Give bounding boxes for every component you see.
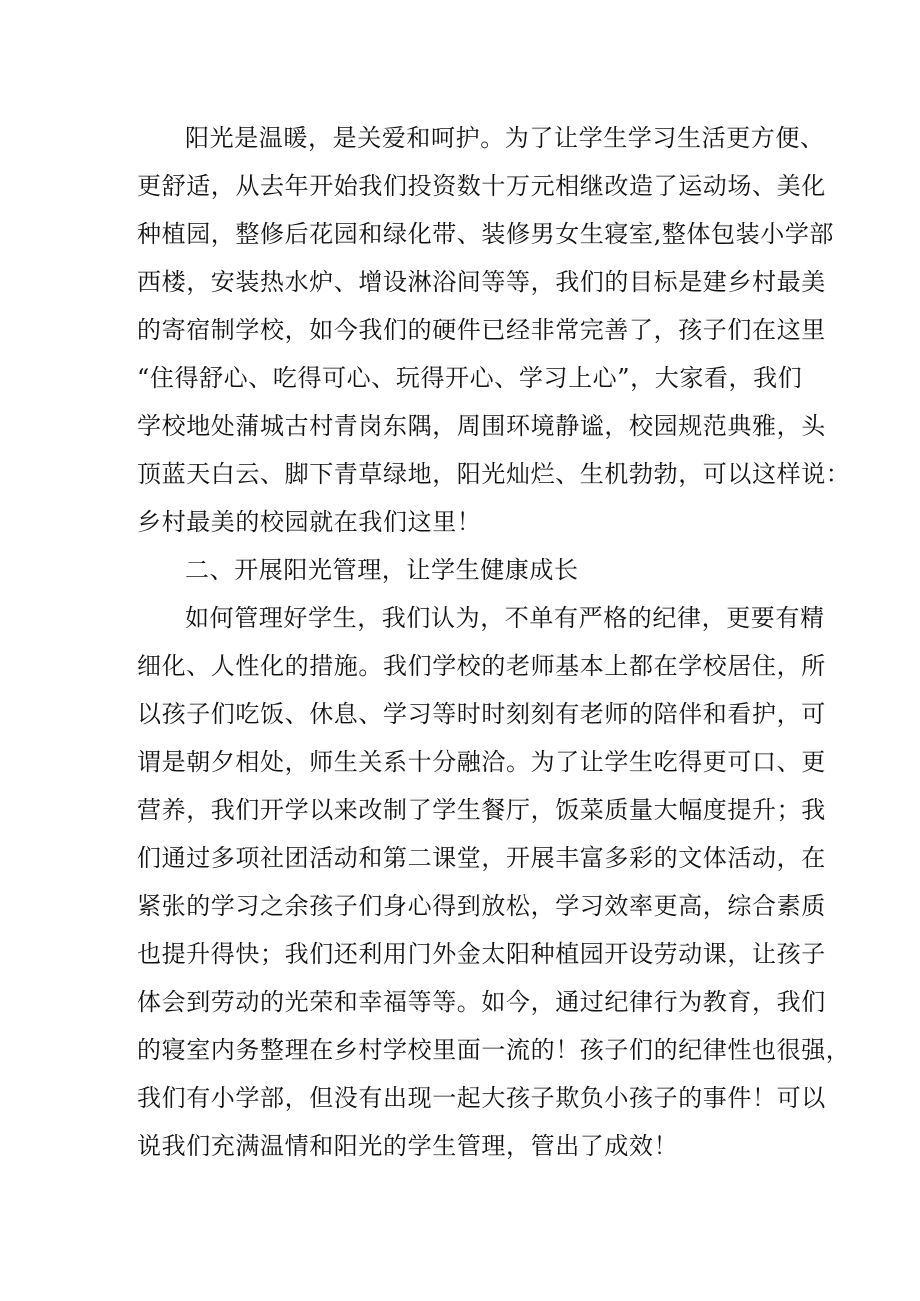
paragraph-2-line: 紧张的学习之余孩子们身心得到放松，学习效率更高，综合素质: [137, 892, 826, 920]
section-heading: 二、开展阳光管理，让学生健康成长: [185, 556, 579, 584]
paragraph-1-line: 乡村最美的校园就在我们这里！: [137, 508, 482, 536]
paragraph-2-line: 谓是朝夕相处，师生关系十分融洽。为了让学生吃得更可口、更: [137, 748, 826, 776]
paragraph-2-line: 也提升得快；我们还利用门外金太阳种植园开设劳动课，让孩子: [137, 940, 826, 968]
paragraph-2-line: 我们有小学部，但没有出现一起大孩子欺负小孩子的事件！可以: [137, 1084, 826, 1112]
paragraph-2-line: 们通过多项社团活动和第二课堂，开展丰富多彩的文体活动，在: [137, 844, 826, 872]
paragraph-1-line: 更舒适，从去年开始我们投资数十万元相继改造了运动场、美化: [137, 172, 826, 200]
paragraph-2-line: 说我们充满温情和阳光的学生管理，管出了成效！: [137, 1132, 679, 1160]
paragraph-2-line: 如何管理好学生，我们认为，不单有严格的纪律，更要有精: [185, 604, 825, 632]
paragraph-1-line: 阳光是温暖，是关爱和呵护。为了让学生学习生活更方便、: [185, 124, 825, 152]
paragraph-1: [137, 114, 851, 546]
paragraph-2-line: 细化、人性化的措施。我们学校的老师基本上都在学校居住，所: [137, 652, 826, 680]
paragraph-1-line: 顶蓝天白云、脚下青草绿地，阳光灿烂、生机勃勃，可以这样说：: [137, 460, 851, 488]
paragraph-2-line: 体会到劳动的光荣和幸福等等。如今，通过纪律行为教育，我们: [137, 988, 826, 1016]
paragraph-2-line: 以孩子们吃饭、休息、学习等时时刻刻有老师的陪伴和看护，可: [137, 700, 826, 728]
paragraph-1-line: 学校地处蒲城古村青岗东隅，周围环境静谧，校园规范典雅，头: [137, 412, 826, 440]
document-body: [137, 114, 851, 1170]
paragraph-1-line: “住得舒心、吃得可心、玩得开心、学习上心”，大家看，我们: [137, 364, 803, 392]
paragraph-1-line: 的寄宿制学校，如今我们的硬件已经非常完善了，孩子们在这里: [137, 316, 826, 344]
paragraph-2-line: 营养，我们开学以来改制了学生餐厅，饭菜质量大幅度提升；我: [137, 796, 826, 824]
paragraph-1-line: 西楼，安装热水炉、增设淋浴间等等，我们的目标是建乡村最美: [137, 268, 826, 296]
paragraph-1-line: 种植园，整修后花园和绿化带、装修男女生寝室,整体包装小学部: [137, 220, 835, 248]
paragraph-2: [137, 594, 851, 1170]
paragraph-2-line: 的寝室内务整理在乡村学校里面一流的！孩子们的纪律性也很强，: [137, 1036, 851, 1064]
